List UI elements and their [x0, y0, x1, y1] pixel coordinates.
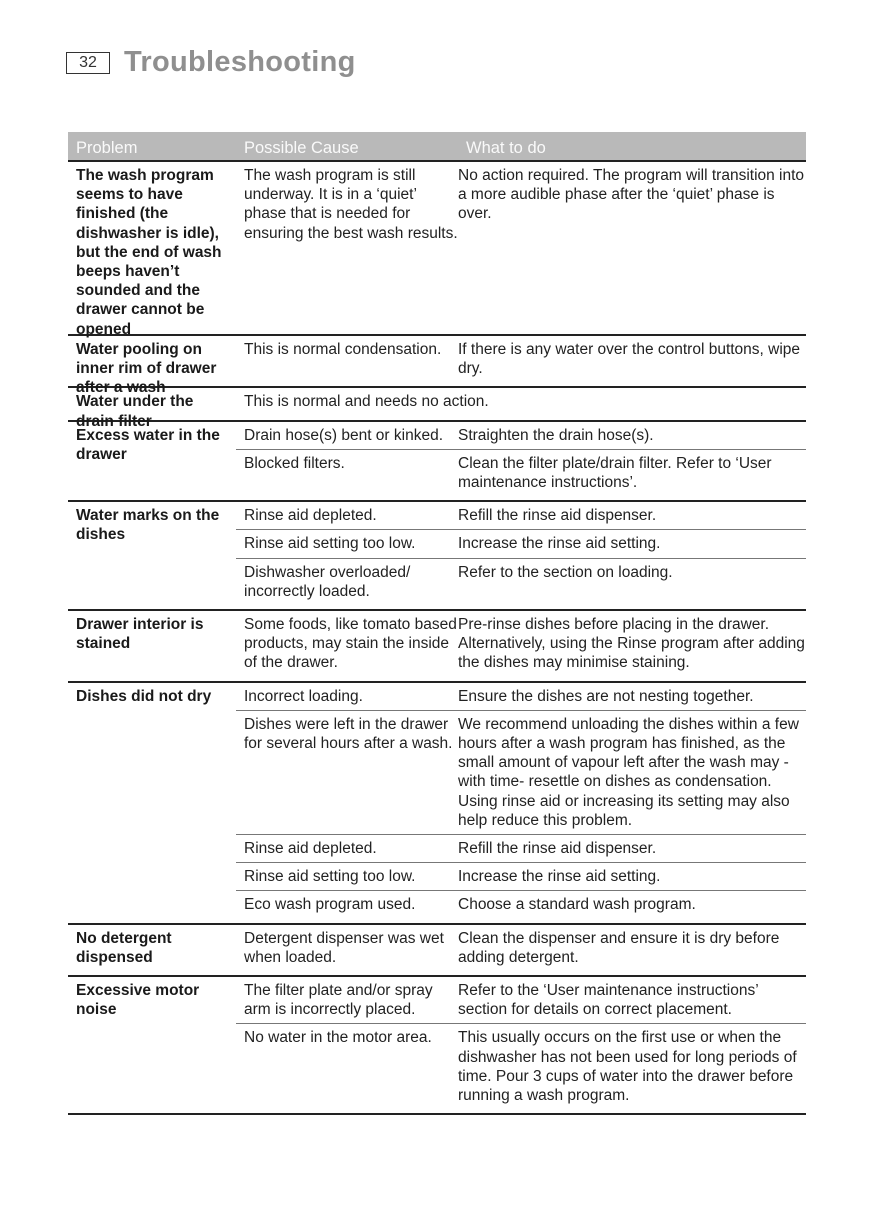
todo-text: Refill the rinse aid dispenser.: [458, 507, 657, 525]
table-row: [236, 863, 806, 891]
todo-text: Pre-rinse dishes before placing in the drawer. Alternatively, using the Rinse program after adding the dishes may minimise staining.: [458, 616, 805, 672]
table-row: [236, 611, 806, 677]
todo-text: Refer to the ‘User maintenance instructions’ section for details on correct placement.: [458, 982, 759, 1019]
cause-text: This is normal condensation.: [244, 341, 442, 358]
todo-text: Choose a standard wash program.: [458, 896, 696, 914]
table-row: [236, 711, 806, 835]
problem-text: Drawer interior is stained: [76, 616, 204, 653]
column-header-todo: What to do: [466, 139, 546, 157]
problem-text: No detergent dispensed: [76, 929, 172, 966]
table-row: [236, 502, 806, 530]
problem-text: Water under the drain filter: [76, 393, 194, 430]
table-row-group: [68, 422, 806, 503]
cause-text: Dishwasher overloaded/ incorrectly loaded.: [244, 563, 411, 600]
todo-text: Ensure the dishes are not nesting together.: [458, 687, 754, 705]
page-title: Troubleshooting: [124, 46, 356, 78]
cause-text: The wash program is still underway. It is in a ‘quiet’ phase that is needed for ensuring the best wash results.: [244, 167, 458, 242]
todo-text: No action required. The program will transition into a more audible phase after the ‘quiet’ phase is over.: [458, 167, 805, 223]
table-row: [236, 162, 806, 247]
table-row: [236, 450, 806, 496]
todo-text: Clean the dispenser and ensure it is dry before adding detergent.: [458, 929, 780, 966]
table-row: [236, 835, 806, 863]
todo-text: Refer to the section on loading.: [458, 563, 673, 581]
cause-text: Detergent dispenser was wet when loaded.: [244, 929, 444, 966]
cause-text: Drain hose(s) bent or kinked.: [244, 426, 444, 444]
problem-text: Water pooling on inner rim of drawer after a wash: [76, 341, 217, 397]
cause-text: Rinse aid setting too low.: [244, 535, 416, 553]
table-row-group: [68, 611, 806, 683]
problem-text: Water marks on the dishes: [76, 507, 220, 544]
todo-text: This usually occurs on the first use or when the dishwasher has not been used for long periods of time. Pour 3 cups of water into the drawer before running a wash program.: [458, 1029, 797, 1105]
todo-text: We recommend unloading the dishes within a few hours after a wash program has finished, as the small amount of vapour left after the wash may -with time- resettle on dishes as condensation. Using rinse aid or increasing its setting may also help reduce this problem.: [458, 715, 799, 829]
table-row-group: [68, 162, 806, 336]
page-number: 32: [66, 52, 110, 74]
cause-text: The filter plate and/or spray arm is incorrectly placed.: [244, 982, 433, 1019]
table-row-group: [68, 502, 806, 611]
table-row-group: [68, 925, 806, 977]
todo-text: Refill the rinse aid dispenser.: [458, 840, 657, 858]
table-row: [236, 530, 806, 558]
cause-text: Some foods, like tomato based products, may stain the inside of the drawer.: [244, 616, 457, 672]
table-row: [236, 1024, 806, 1109]
cause-text: Dishes were left in the drawer for several hours after a wash.: [244, 715, 453, 753]
table-row-group: [68, 683, 806, 925]
table-row: [236, 977, 806, 1024]
problem-text: Excessive motor noise: [76, 982, 200, 1019]
cause-text: Rinse aid depleted.: [244, 840, 377, 858]
problem-text: Excess water in the drawer: [76, 426, 220, 463]
todo-text: Clean the filter plate/drain filter. Refer to ‘User maintenance instructions’.: [458, 454, 772, 492]
cause-text: Incorrect loading.: [244, 687, 363, 705]
problem-text: The wash program seems to have finished (the dishwasher is idle), but the end of wash beeps haven’t sounded and the drawer cannot be opened: [76, 167, 222, 338]
todo-text: Increase the rinse aid setting.: [458, 535, 661, 553]
table-row: [236, 388, 806, 415]
column-header-cause: Possible Cause: [244, 139, 359, 157]
table-row: [236, 683, 806, 711]
cause-text: Rinse aid depleted.: [244, 507, 377, 525]
cause-text: No water in the motor area.: [244, 1029, 432, 1047]
cause-text: This is normal and needs no action.: [244, 393, 489, 411]
table-body: [68, 162, 806, 1115]
problem-text: Dishes did not dry: [76, 687, 212, 705]
table-row: [236, 336, 806, 382]
column-header-problem: Problem: [76, 139, 138, 157]
table-row-group: [68, 336, 806, 397]
table-row: [236, 559, 806, 605]
cause-text: Blocked filters.: [244, 454, 345, 472]
table-header: [68, 132, 806, 162]
table-row: [236, 925, 806, 971]
todo-text: Increase the rinse aid setting.: [458, 868, 661, 886]
cause-text: Eco wash program used.: [244, 896, 416, 914]
todo-text: Straighten the drain hose(s).: [458, 426, 654, 444]
cause-text: Rinse aid setting too low.: [244, 868, 416, 886]
todo-text: If there is any water over the control buttons, wipe dry.: [458, 341, 801, 378]
troubleshooting-table: [68, 132, 806, 1115]
table-row: [236, 422, 806, 450]
table-row-group: [68, 977, 806, 1115]
table-row: [236, 891, 806, 918]
table-row-group: [68, 388, 806, 430]
